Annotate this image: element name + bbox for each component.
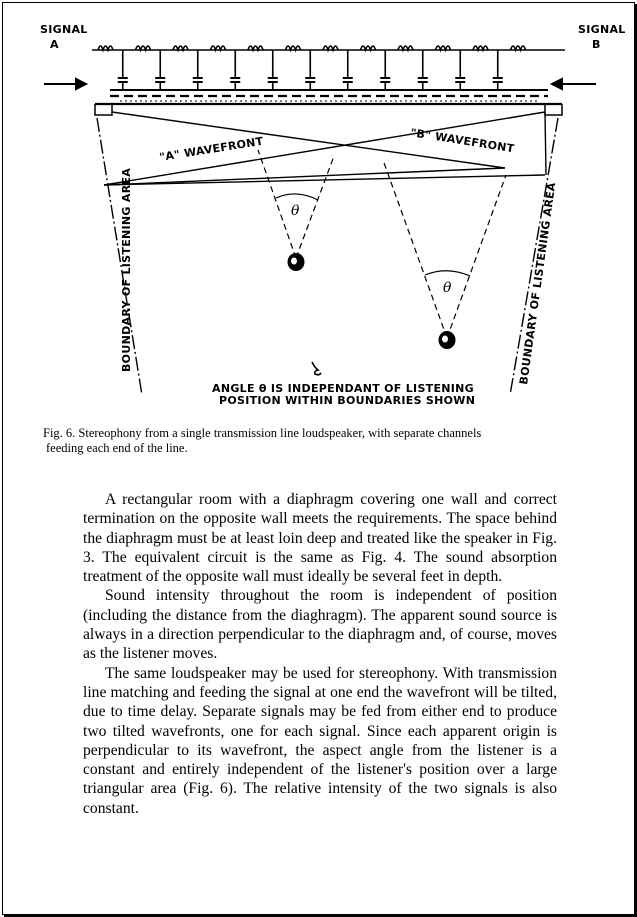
caption-line1: Fig. 6. Stereophony from a single transmission line loudspeaker, with separate channels bbox=[43, 426, 482, 440]
theta-arc-a bbox=[276, 194, 318, 200]
theta-arc-b bbox=[425, 271, 470, 276]
theta-b: θ bbox=[443, 280, 452, 296]
caption-line2: feeding each end of the line. bbox=[46, 441, 188, 455]
signal-a-letter: A bbox=[50, 38, 59, 51]
left-boundary-label: BOUNDARY OF LISTENING AREA bbox=[120, 167, 133, 372]
right-boundary-label: BOUNDARY OF LISTENING AREA bbox=[517, 181, 559, 386]
signal-b-arrow bbox=[552, 79, 596, 89]
angle-note-line2: POSITION WITHIN BOUNDARIES SHOWN bbox=[219, 394, 476, 407]
listener-b-sightlines bbox=[383, 160, 506, 338]
wavefront-b-label: "B" WAVEFRONT bbox=[409, 126, 516, 156]
listener-b-head bbox=[439, 331, 456, 349]
wavefront-a-lower bbox=[104, 168, 505, 185]
paragraph-3: The same loudspeaker may be used for stereophony. With transmission line matching and feeding the signal at one end the wavefront will be tilted, due to time delay. Separate signals may be fed from either end to produce two tilted wavefronts, one for each signal. Since each apparent origin is perpendicular to its wavefront, the aspect angle from the listener is a constant and entirely independent of the listener's position over a large triangular area (Fig. 6). The relative intensity of the two signals is also constant. bbox=[83, 664, 557, 817]
wavefront-a-label: "A" WAVEFRONT bbox=[158, 134, 265, 164]
fig6-diagram bbox=[0, 0, 637, 420]
theta-a: θ bbox=[291, 203, 300, 219]
paragraph-2: Sound intensity throughout the room is independent of position (including the distance from the diaghragm). The apparent sound source is always in a direction perpendicular to the diaphragm and, of course, moves as the listener moves. bbox=[83, 587, 557, 663]
wavefront-b-lower bbox=[545, 112, 546, 175]
signal-b-label: SIGNAL bbox=[578, 23, 626, 36]
signal-a-arrow bbox=[44, 79, 86, 89]
angle-note-line1: ANGLE θ IS INDEPENDANT OF LISTENING bbox=[212, 382, 475, 395]
listener-a-head bbox=[288, 253, 305, 271]
signal-b-letter: B bbox=[592, 38, 601, 51]
article-body bbox=[83, 490, 557, 818]
paragraph-1: A rectangular room with a diaphragm covering one wall and correct termination on the opposite wall meets the requirements. The space behind the diaphragm must be at least loin deep and treated like the speaker in Fig. 3. The equivalent circuit is the same as Fig. 4. The sound absorption treatment of the opposite wall must ideally be several feet in depth. bbox=[83, 491, 557, 586]
figure-caption bbox=[43, 426, 603, 456]
signal-a-label: SIGNAL bbox=[40, 23, 88, 36]
stray-mark bbox=[312, 362, 321, 375]
transmission-line bbox=[92, 46, 565, 90]
diaphragm bbox=[95, 96, 562, 115]
